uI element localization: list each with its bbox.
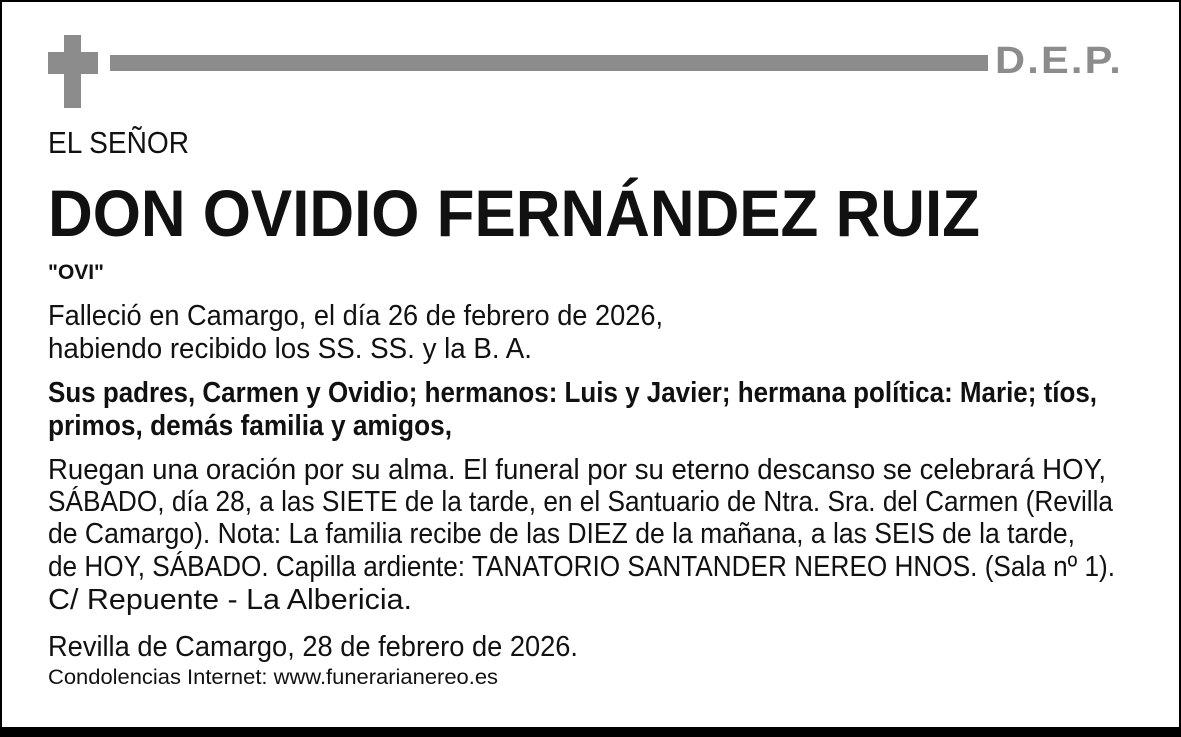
place-date: Revilla de Camargo, 28 de febrero de 2026. [48, 631, 578, 663]
bottom-border [0, 727, 1181, 737]
funeral-line: Ruegan una oración por su alma. El funeral por su eterno descanso se celebrará HOY, [48, 454, 1106, 486]
dep-label: D.E.P. [995, 40, 1123, 82]
deceased-name: DON OVIDIO FERNÁNDEZ RUIZ [48, 176, 980, 250]
funeral-line: de Camargo). Nota: La familia recibe de las DIEZ de la mañana, a las SEIS de la tarde, [48, 518, 1075, 550]
family-line: primos, demás familia y amigos, [48, 410, 452, 442]
nickname: "OVI" [48, 261, 104, 284]
funeral-line: C/ Repuente - La Albericia. [48, 584, 412, 616]
death-line: habiendo recibido los SS. SS. y la B. A. [48, 333, 532, 365]
header-rule [110, 55, 988, 71]
title-prefix: EL SEÑOR [48, 125, 189, 160]
death-line: Falleció en Camargo, el día 26 de febrero de 2026, [48, 300, 663, 332]
condolences-link[interactable]: Condolencias Internet: www.funerarianereo.es [48, 666, 499, 689]
funeral-line: de HOY, SÁBADO. Capilla ardiente: TANATORIO SANTANDER NEREO HNOS. (Sala nº 1). [48, 551, 1115, 583]
funeral-line: SÁBADO, día 28, a las SIETE de la tarde, en el Santuario de Ntra. Sra. del Carmen (Revilla [48, 486, 1113, 518]
family-line: Sus padres, Carmen y Ovidio; hermanos: Luis y Javier; hermana política: Marie; tíos, [48, 377, 1097, 409]
cross-icon-bar [48, 52, 98, 74]
